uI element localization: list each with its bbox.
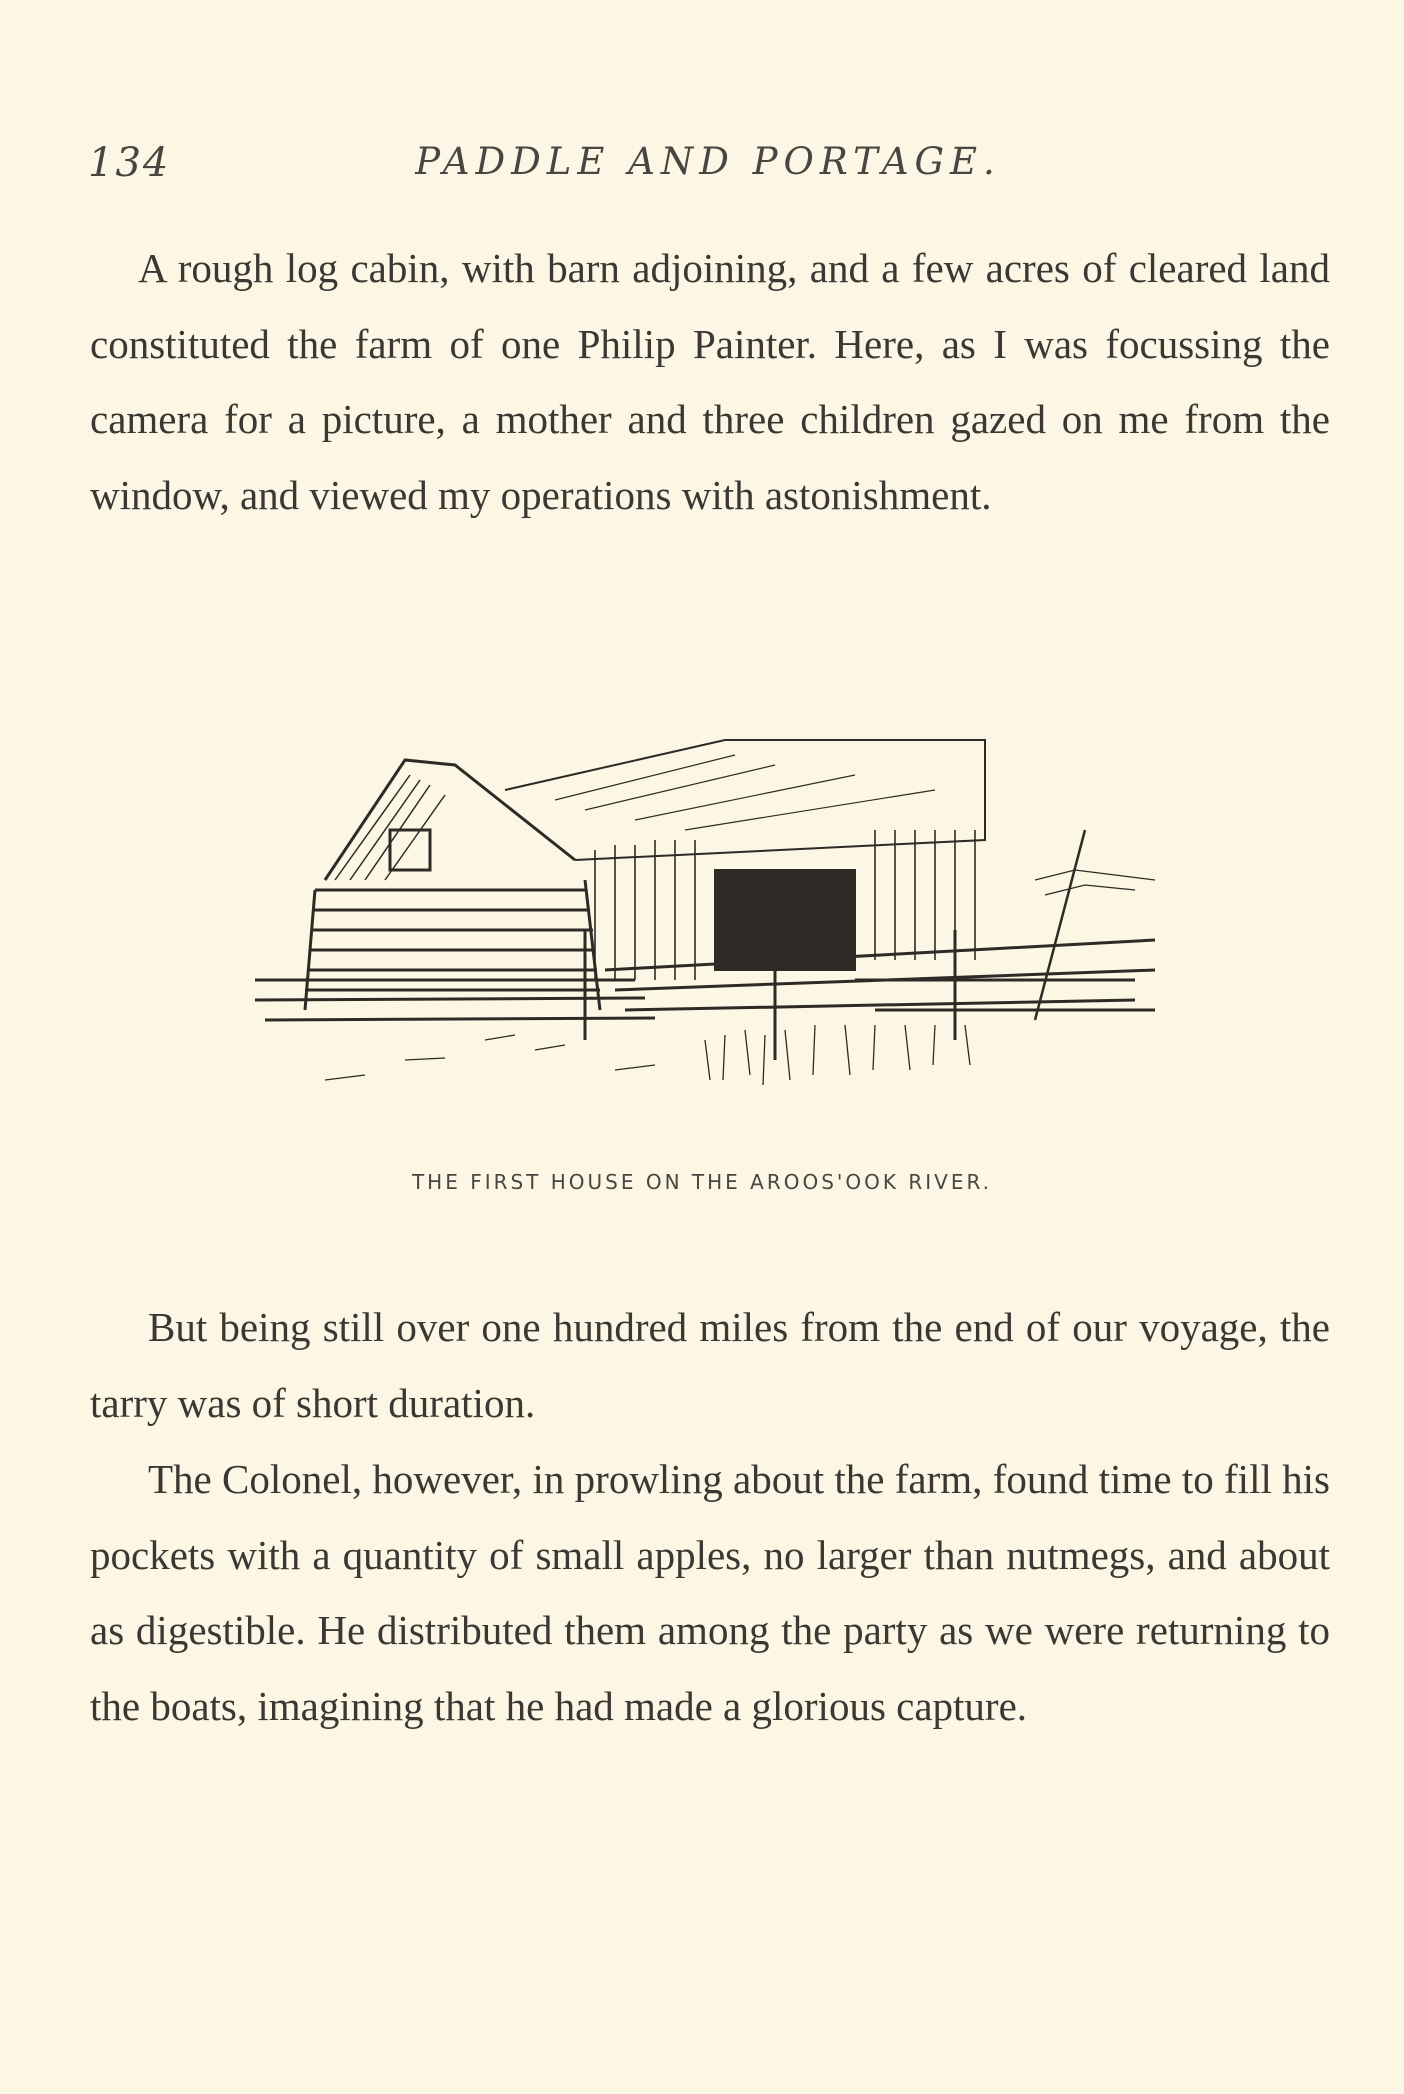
page-number: 134	[88, 140, 171, 186]
paragraph-1: A rough log cabin, with barn adjoining, and a few acres of cleared land constituted the farm of one Philip Painter. Here, as I was focussing the camera for a picture, a mother and three children gazed on me from the window, and viewed my operations with astonishment.	[90, 245, 1330, 518]
page-header	[88, 140, 1328, 200]
paragraph-3: The Colonel, however, in prowling about the farm, found time to fill his pockets with a quantity of small apples, no larger than nutmegs, and about as digestible. He distributed them among the party as we were returning to the boats, imagining that he had made a glorious capture.	[90, 1456, 1330, 1729]
barn-roof	[505, 740, 985, 860]
barn-door	[715, 870, 855, 970]
running-title: PADDLE AND PORTAGE.	[415, 140, 1001, 183]
log-cabin-illustration	[255, 680, 1195, 1130]
figure-caption: THE FIRST HOUSE ON THE AROOS'OOK RIVER.	[411, 1170, 993, 1194]
cabin-walls	[305, 880, 600, 1010]
paragraph-2: But being still over one hundred miles from the end of our voyage, the tarry was of short duration.	[90, 1304, 1330, 1426]
pole	[1035, 830, 1085, 1020]
